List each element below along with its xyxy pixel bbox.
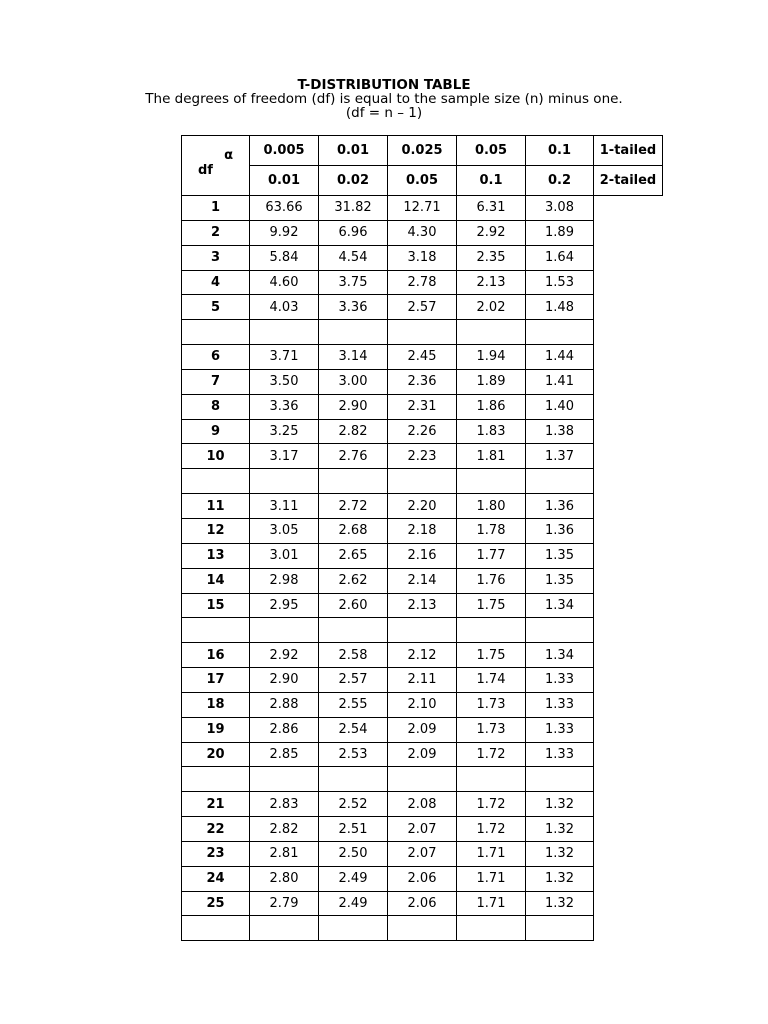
critical-value: 1.83 xyxy=(457,419,526,444)
df-value: 22 xyxy=(182,817,250,842)
critical-value: 1.33 xyxy=(526,717,594,742)
critical-value: 3.11 xyxy=(250,494,319,519)
critical-value: 1.89 xyxy=(457,369,526,394)
critical-value: 4.03 xyxy=(250,295,319,320)
table-row xyxy=(182,469,663,494)
df-value: 4 xyxy=(182,270,250,295)
critical-value: 1.89 xyxy=(526,220,594,245)
critical-value: 2.13 xyxy=(457,270,526,295)
two-tailed-label: 2-tailed xyxy=(594,166,663,196)
critical-value xyxy=(319,320,388,345)
critical-value xyxy=(526,916,594,941)
critical-value: 4.54 xyxy=(319,245,388,270)
critical-value xyxy=(319,916,388,941)
alpha-two-tailed: 0.02 xyxy=(319,166,388,196)
corner-cell xyxy=(182,136,250,196)
table-row xyxy=(182,419,663,444)
critical-value: 2.92 xyxy=(250,643,319,668)
critical-value: 1.53 xyxy=(526,270,594,295)
table-row xyxy=(182,220,663,245)
blank-side-cell xyxy=(594,916,663,941)
critical-value xyxy=(388,767,457,792)
blank-side-cell xyxy=(594,220,663,245)
critical-value: 2.49 xyxy=(319,891,388,916)
df-value: 24 xyxy=(182,866,250,891)
critical-value: 2.51 xyxy=(319,817,388,842)
critical-value: 2.79 xyxy=(250,891,319,916)
critical-value xyxy=(250,916,319,941)
critical-value: 1.32 xyxy=(526,817,594,842)
critical-value: 3.01 xyxy=(250,543,319,568)
df-value: 25 xyxy=(182,891,250,916)
critical-value: 1.33 xyxy=(526,742,594,767)
critical-value: 1.32 xyxy=(526,841,594,866)
df-value: 1 xyxy=(182,196,250,221)
table-row xyxy=(182,245,663,270)
df-value: 6 xyxy=(182,345,250,370)
critical-value: 2.06 xyxy=(388,891,457,916)
critical-value xyxy=(526,320,594,345)
critical-value: 2.52 xyxy=(319,792,388,817)
df-value: 7 xyxy=(182,369,250,394)
critical-value xyxy=(388,469,457,494)
df-label: df xyxy=(198,163,213,178)
df-value: 18 xyxy=(182,692,250,717)
table-row xyxy=(182,270,663,295)
blank-side-cell xyxy=(594,345,663,370)
critical-value: 2.90 xyxy=(250,668,319,693)
blank-side-cell xyxy=(594,792,663,817)
blank-side-cell xyxy=(594,320,663,345)
blank-side-cell xyxy=(594,817,663,842)
critical-value: 1.72 xyxy=(457,742,526,767)
table-row xyxy=(182,295,663,320)
critical-value xyxy=(388,916,457,941)
critical-value: 1.86 xyxy=(457,394,526,419)
critical-value xyxy=(526,618,594,643)
critical-value: 3.17 xyxy=(250,444,319,469)
critical-value: 1.33 xyxy=(526,692,594,717)
critical-value xyxy=(526,767,594,792)
critical-value: 3.08 xyxy=(526,196,594,221)
critical-value: 2.78 xyxy=(388,270,457,295)
critical-value: 2.49 xyxy=(319,866,388,891)
critical-value: 1.73 xyxy=(457,717,526,742)
blank-side-cell xyxy=(594,668,663,693)
critical-value xyxy=(250,469,319,494)
blank-side-cell xyxy=(594,841,663,866)
table-row xyxy=(182,792,663,817)
table-row xyxy=(182,668,663,693)
critical-value: 1.74 xyxy=(457,668,526,693)
critical-value: 1.44 xyxy=(526,345,594,370)
df-value: 11 xyxy=(182,494,250,519)
critical-value: 3.36 xyxy=(319,295,388,320)
blank-side-cell xyxy=(594,196,663,221)
df-value xyxy=(182,618,250,643)
critical-value: 63.66 xyxy=(250,196,319,221)
table-row xyxy=(182,767,663,792)
critical-value: 2.07 xyxy=(388,817,457,842)
critical-value: 2.11 xyxy=(388,668,457,693)
critical-value: 1.72 xyxy=(457,817,526,842)
critical-value: 3.71 xyxy=(250,345,319,370)
critical-value xyxy=(319,767,388,792)
table-row xyxy=(182,916,663,941)
critical-value: 1.81 xyxy=(457,444,526,469)
df-formula: (df = n – 1) xyxy=(345,105,423,121)
table-row xyxy=(182,742,663,767)
t-distribution-table xyxy=(181,135,663,941)
table-row xyxy=(182,568,663,593)
header-row-one-tailed xyxy=(182,136,663,166)
df-value: 10 xyxy=(182,444,250,469)
critical-value: 4.60 xyxy=(250,270,319,295)
alpha-label: α xyxy=(224,148,233,163)
blank-side-cell xyxy=(594,245,663,270)
critical-value: 1.34 xyxy=(526,643,594,668)
critical-value: 3.00 xyxy=(319,369,388,394)
df-value: 5 xyxy=(182,295,250,320)
critical-value: 1.38 xyxy=(526,419,594,444)
blank-side-cell xyxy=(594,394,663,419)
blank-side-cell xyxy=(594,692,663,717)
blank-side-cell xyxy=(594,518,663,543)
table-row xyxy=(182,618,663,643)
df-value: 8 xyxy=(182,394,250,419)
alpha-two-tailed: 0.01 xyxy=(250,166,319,196)
critical-value xyxy=(319,618,388,643)
critical-value: 2.58 xyxy=(319,643,388,668)
alpha-one-tailed: 0.05 xyxy=(457,136,526,166)
df-value: 20 xyxy=(182,742,250,767)
critical-value: 2.85 xyxy=(250,742,319,767)
critical-value xyxy=(457,320,526,345)
critical-value: 2.31 xyxy=(388,394,457,419)
critical-value: 2.50 xyxy=(319,841,388,866)
table-row xyxy=(182,593,663,618)
table-row xyxy=(182,817,663,842)
critical-value: 2.08 xyxy=(388,792,457,817)
blank-side-cell xyxy=(594,742,663,767)
df-value: 17 xyxy=(182,668,250,693)
table-row xyxy=(182,543,663,568)
critical-value xyxy=(388,320,457,345)
table-row xyxy=(182,891,663,916)
critical-value: 1.71 xyxy=(457,891,526,916)
one-tailed-label: 1-tailed xyxy=(594,136,663,166)
blank-side-cell xyxy=(594,717,663,742)
df-value xyxy=(182,916,250,941)
critical-value xyxy=(457,916,526,941)
blank-side-cell xyxy=(594,891,663,916)
critical-value: 1.40 xyxy=(526,394,594,419)
df-value: 13 xyxy=(182,543,250,568)
critical-value: 2.09 xyxy=(388,742,457,767)
df-value xyxy=(182,320,250,345)
critical-value: 1.77 xyxy=(457,543,526,568)
critical-value xyxy=(250,767,319,792)
critical-value: 3.18 xyxy=(388,245,457,270)
critical-value: 2.72 xyxy=(319,494,388,519)
table-row xyxy=(182,369,663,394)
header-row-two-tailed xyxy=(182,166,663,196)
critical-value xyxy=(457,618,526,643)
critical-value: 3.05 xyxy=(250,518,319,543)
critical-value: 2.02 xyxy=(457,295,526,320)
critical-value: 5.84 xyxy=(250,245,319,270)
critical-value: 2.10 xyxy=(388,692,457,717)
critical-value: 2.06 xyxy=(388,866,457,891)
alpha-one-tailed: 0.025 xyxy=(388,136,457,166)
critical-value: 2.68 xyxy=(319,518,388,543)
critical-value: 2.57 xyxy=(388,295,457,320)
critical-value: 1.35 xyxy=(526,543,594,568)
critical-value: 2.81 xyxy=(250,841,319,866)
critical-value: 4.30 xyxy=(388,220,457,245)
critical-value xyxy=(388,618,457,643)
critical-value: 2.57 xyxy=(319,668,388,693)
critical-value: 1.76 xyxy=(457,568,526,593)
table-row xyxy=(182,196,663,221)
critical-value: 1.32 xyxy=(526,792,594,817)
critical-value: 2.98 xyxy=(250,568,319,593)
blank-side-cell xyxy=(594,543,663,568)
df-value: 19 xyxy=(182,717,250,742)
alpha-two-tailed: 0.1 xyxy=(457,166,526,196)
critical-value xyxy=(526,469,594,494)
critical-value: 1.33 xyxy=(526,668,594,693)
table-row xyxy=(182,866,663,891)
critical-value: 2.92 xyxy=(457,220,526,245)
alpha-two-tailed: 0.2 xyxy=(526,166,594,196)
critical-value: 2.55 xyxy=(319,692,388,717)
critical-value: 9.92 xyxy=(250,220,319,245)
critical-value: 1.48 xyxy=(526,295,594,320)
critical-value: 2.83 xyxy=(250,792,319,817)
alpha-one-tailed: 0.005 xyxy=(250,136,319,166)
critical-value: 1.73 xyxy=(457,692,526,717)
table-row xyxy=(182,345,663,370)
df-value: 16 xyxy=(182,643,250,668)
critical-value: 2.82 xyxy=(319,419,388,444)
critical-value: 2.86 xyxy=(250,717,319,742)
critical-value: 2.23 xyxy=(388,444,457,469)
page-title: T-DISTRIBUTION TABLE xyxy=(297,77,471,93)
critical-value: 1.34 xyxy=(526,593,594,618)
df-value xyxy=(182,469,250,494)
critical-value: 1.71 xyxy=(457,841,526,866)
critical-value: 2.60 xyxy=(319,593,388,618)
critical-value: 1.41 xyxy=(526,369,594,394)
critical-value: 2.76 xyxy=(319,444,388,469)
critical-value: 2.45 xyxy=(388,345,457,370)
critical-value: 2.18 xyxy=(388,518,457,543)
critical-value: 1.32 xyxy=(526,866,594,891)
alpha-one-tailed: 0.01 xyxy=(319,136,388,166)
df-value: 15 xyxy=(182,593,250,618)
critical-value: 3.36 xyxy=(250,394,319,419)
critical-value: 1.36 xyxy=(526,494,594,519)
critical-value: 12.71 xyxy=(388,196,457,221)
critical-value: 2.12 xyxy=(388,643,457,668)
df-value xyxy=(182,767,250,792)
critical-value: 1.36 xyxy=(526,518,594,543)
blank-side-cell xyxy=(594,593,663,618)
critical-value xyxy=(457,767,526,792)
critical-value: 2.26 xyxy=(388,419,457,444)
df-value: 9 xyxy=(182,419,250,444)
blank-side-cell xyxy=(594,419,663,444)
table-row xyxy=(182,643,663,668)
critical-value: 2.35 xyxy=(457,245,526,270)
critical-value: 1.37 xyxy=(526,444,594,469)
table-row xyxy=(182,320,663,345)
blank-side-cell xyxy=(594,568,663,593)
critical-value: 2.16 xyxy=(388,543,457,568)
critical-value xyxy=(319,469,388,494)
critical-value: 1.32 xyxy=(526,891,594,916)
critical-value: 6.31 xyxy=(457,196,526,221)
df-value: 14 xyxy=(182,568,250,593)
page-subtitle: The degrees of freedom (df) is equal to the sample size (n) minus one. xyxy=(145,91,623,107)
critical-value: 3.14 xyxy=(319,345,388,370)
critical-value: 1.75 xyxy=(457,593,526,618)
critical-value: 2.53 xyxy=(319,742,388,767)
critical-value: 3.75 xyxy=(319,270,388,295)
critical-value: 2.82 xyxy=(250,817,319,842)
blank-side-cell xyxy=(594,643,663,668)
critical-value: 6.96 xyxy=(319,220,388,245)
critical-value: 3.50 xyxy=(250,369,319,394)
table-row xyxy=(182,692,663,717)
df-value: 23 xyxy=(182,841,250,866)
alpha-one-tailed: 0.1 xyxy=(526,136,594,166)
alpha-two-tailed: 0.05 xyxy=(388,166,457,196)
critical-value: 2.95 xyxy=(250,593,319,618)
blank-side-cell xyxy=(594,469,663,494)
critical-value xyxy=(250,320,319,345)
critical-value: 2.09 xyxy=(388,717,457,742)
table-row xyxy=(182,494,663,519)
critical-value: 2.54 xyxy=(319,717,388,742)
critical-value xyxy=(457,469,526,494)
blank-side-cell xyxy=(594,270,663,295)
blank-side-cell xyxy=(594,618,663,643)
critical-value: 2.14 xyxy=(388,568,457,593)
blank-side-cell xyxy=(594,444,663,469)
critical-value: 1.72 xyxy=(457,792,526,817)
critical-value: 3.25 xyxy=(250,419,319,444)
df-value: 12 xyxy=(182,518,250,543)
blank-side-cell xyxy=(594,866,663,891)
critical-value: 1.80 xyxy=(457,494,526,519)
critical-value: 2.88 xyxy=(250,692,319,717)
critical-value: 1.71 xyxy=(457,866,526,891)
table-row xyxy=(182,394,663,419)
critical-value: 2.07 xyxy=(388,841,457,866)
critical-value: 2.62 xyxy=(319,568,388,593)
df-value: 3 xyxy=(182,245,250,270)
critical-value: 1.64 xyxy=(526,245,594,270)
critical-value: 1.75 xyxy=(457,643,526,668)
critical-value: 2.90 xyxy=(319,394,388,419)
critical-value: 2.80 xyxy=(250,866,319,891)
df-value: 2 xyxy=(182,220,250,245)
blank-side-cell xyxy=(594,494,663,519)
critical-value: 2.13 xyxy=(388,593,457,618)
df-value: 21 xyxy=(182,792,250,817)
table-row xyxy=(182,444,663,469)
critical-value: 31.82 xyxy=(319,196,388,221)
blank-side-cell xyxy=(594,767,663,792)
critical-value: 1.94 xyxy=(457,345,526,370)
blank-side-cell xyxy=(594,369,663,394)
critical-value: 2.20 xyxy=(388,494,457,519)
blank-side-cell xyxy=(594,295,663,320)
critical-value xyxy=(250,618,319,643)
critical-value: 1.78 xyxy=(457,518,526,543)
table-row xyxy=(182,841,663,866)
table-row xyxy=(182,717,663,742)
critical-value: 1.35 xyxy=(526,568,594,593)
table-row xyxy=(182,518,663,543)
critical-value: 2.36 xyxy=(388,369,457,394)
critical-value: 2.65 xyxy=(319,543,388,568)
